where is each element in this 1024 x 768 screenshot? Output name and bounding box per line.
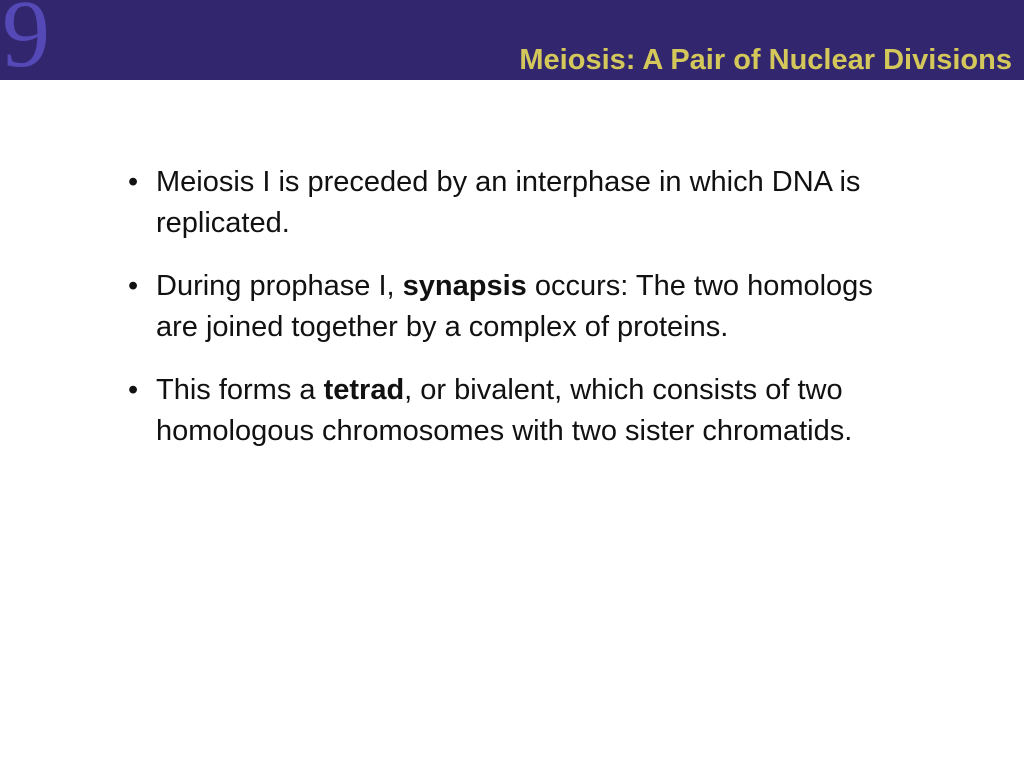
- bullet-bold-term: tetrad: [323, 374, 405, 406]
- bullet-icon: •: [128, 270, 139, 302]
- bullet-text-after: occurs: The two homologs are joined together by a complex of proteins.: [156, 270, 873, 343]
- chapter-number: 9: [2, 0, 50, 87]
- bullet-text-before: During prophase I,: [156, 270, 403, 302]
- slide-title: Meiosis: A Pair of Nuclear Divisions: [519, 44, 1012, 76]
- bullet-icon: •: [128, 166, 139, 198]
- bullet-bold-term: synapsis: [402, 270, 527, 302]
- bullet-item-3: [128, 370, 918, 452]
- bullet-icon: •: [128, 374, 139, 406]
- bullet-item-1: [128, 162, 918, 244]
- bullet-text: [156, 166, 860, 239]
- bullet-text-before: Meiosis I is preceded by an interphase in which DNA is replicated.: [156, 166, 861, 239]
- bullet-text-before: This forms a: [156, 374, 324, 406]
- bullet-text: [156, 374, 852, 447]
- bullet-item-2: [128, 266, 918, 348]
- bullet-text-after: , or bivalent, which consists of two homologous chromosomes with two sister chromatids.: [156, 374, 853, 447]
- bullet-list: [128, 162, 918, 474]
- header-bar: [0, 0, 1024, 87]
- bullet-text: [156, 270, 873, 343]
